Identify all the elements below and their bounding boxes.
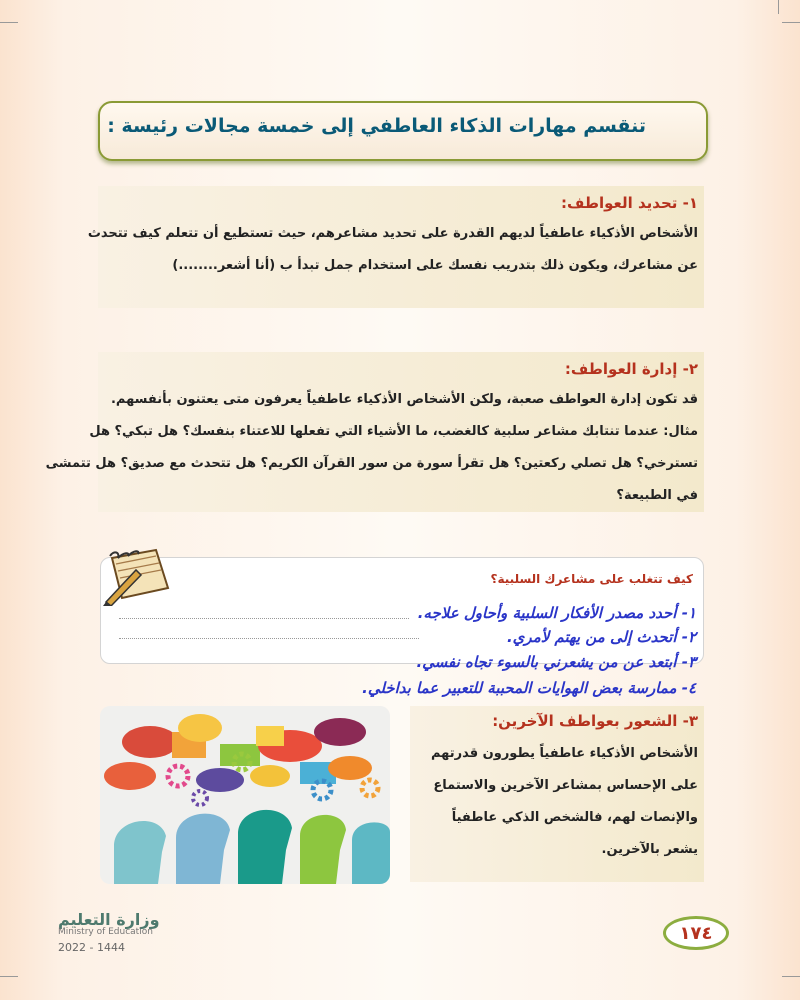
crop-mark bbox=[0, 976, 18, 977]
paragraph-line: في الطبيعة؟ bbox=[616, 488, 698, 503]
crop-mark bbox=[778, 0, 779, 14]
answer-line bbox=[119, 638, 419, 639]
paragraph-line: الأشخاص الأذكياء عاطفياً لديهم القدرة على تحديد مشاعرهم، حيث تستطيع أن تتعلم كيف تتحدث bbox=[87, 226, 698, 241]
speech-bubbles-heads-illustration bbox=[100, 706, 390, 884]
section-heading: ٢- إدارة العواطف: bbox=[564, 360, 698, 378]
page-title: تنقسم مهارات الذكاء العاطفي إلى خمسة مجالات رئيسة : bbox=[107, 115, 646, 137]
title-banner bbox=[98, 101, 708, 161]
section-heading: ١- تحديد العواطف: bbox=[560, 194, 698, 212]
section-heading: ٣- الشعور بعواطف الآخرين: bbox=[492, 712, 698, 730]
crop-mark bbox=[782, 976, 800, 977]
ministry-logo-arabic: وزارة التعليم bbox=[58, 910, 160, 929]
page-number-badge bbox=[663, 916, 729, 950]
section-manage-emotions bbox=[45, 352, 704, 512]
paragraph-line: عن مشاعرك، ويكون ذلك بتدريب نفسك على استخدام جمل تبدأ ب (أنا أشعر........) bbox=[172, 258, 698, 273]
paragraph-line: مثال: عندما تنتابك مشاعر سلبية كالغضب، ما الأشياء التي تفعلها للاعتناء بنفسك؟ هل تبكي؟ هل bbox=[89, 424, 698, 439]
page-number: ١٧٤ bbox=[666, 919, 726, 947]
crop-mark bbox=[782, 22, 800, 23]
handwritten-answer: ٤- ممارسة بعض الهوايات المحببة للتعبير عما بداخلي. bbox=[362, 679, 696, 697]
paragraph-line: الأشخاص الأذكياء عاطفياً يطورون قدرتهم bbox=[430, 746, 698, 761]
ministry-logo-english: Ministry of Education bbox=[58, 927, 153, 937]
answer-line bbox=[119, 618, 409, 619]
handwritten-answer: ١- أحدد مصدر الأفكار السلبية وأحاول علاجه. bbox=[417, 604, 696, 622]
section-identify-emotions bbox=[87, 186, 704, 308]
paragraph-line: على الإحساس بمشاعر الآخرين والاستماع bbox=[433, 778, 698, 793]
edition-year: 2022 - 1444 bbox=[58, 941, 125, 954]
handwritten-answer: ٣- أبتعد عن من يشعرني بالسوء تجاه نفسي. bbox=[416, 653, 696, 671]
paragraph-line: تسترخي؟ هل تصلي ركعتين؟ هل تقرأ سورة من سور القرآن الكريم؟ هل تتحدث مع صديق؟ هل تتمشى bbox=[45, 456, 698, 471]
notebook-pencil-icon bbox=[98, 544, 178, 606]
paragraph-line: والإنصات لهم، فالشخص الذكي عاطفياً bbox=[451, 810, 698, 825]
activity-question: كيف تتغلب على مشاعرك السلبية؟ bbox=[490, 572, 693, 586]
section-feel-others bbox=[410, 706, 704, 882]
paragraph-line: يشعر بالآخرين. bbox=[601, 842, 698, 857]
paragraph-line: قد تكون إدارة العواطف صعبة، ولكن الأشخاص الأذكياء عاطفياً يعرفون متى يعتنون بأنفسهم. bbox=[110, 392, 698, 407]
handwritten-answer: ٢- أتحدث إلى من يهتم لأمري. bbox=[506, 628, 696, 646]
crop-mark bbox=[0, 22, 18, 23]
